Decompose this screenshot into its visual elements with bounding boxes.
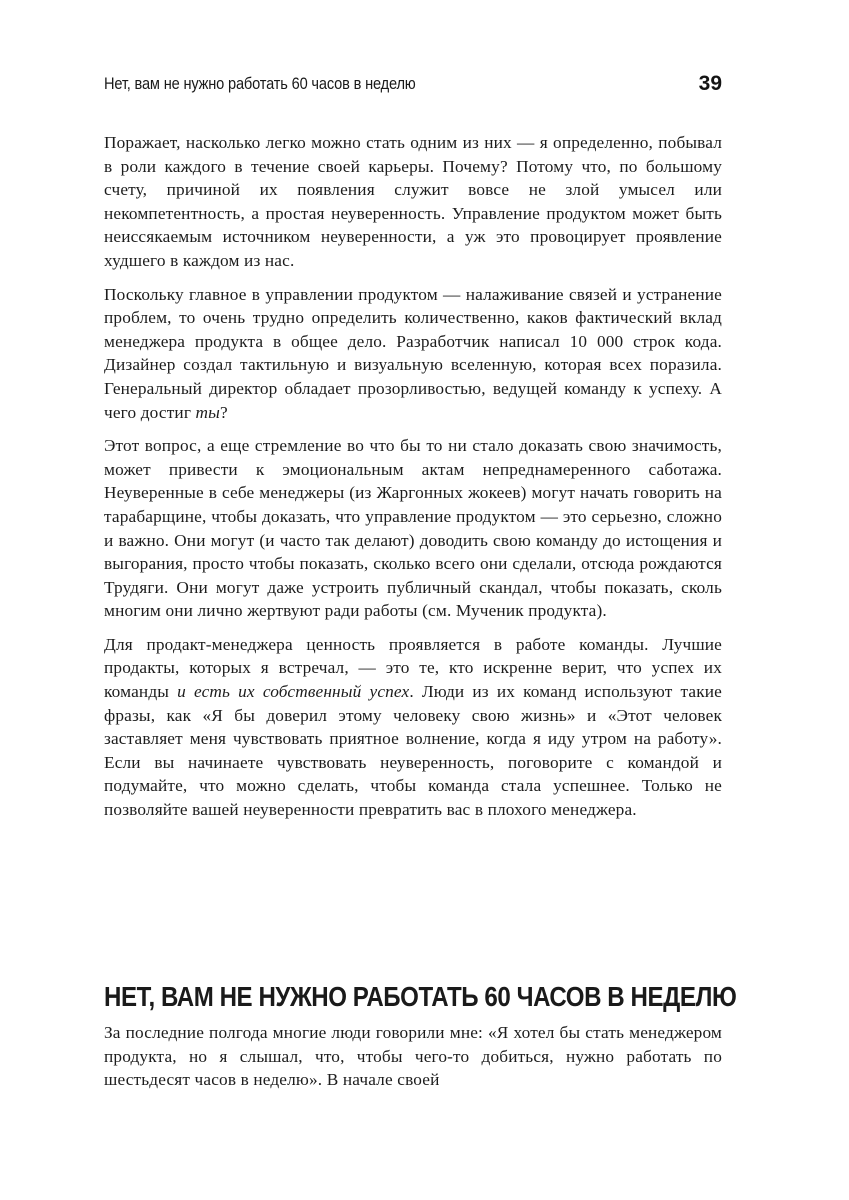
paragraph-4-end: . Люди из их команд используют такие фразы, как «Я бы доверил этому человеку свою жизнь» и «Этот человек заставляет меня чувствовать приятное волнение, когда я иду утром на работу». Если вы начинаете чувствовать неуверенность, поговорите с командой и подумайте, что можно сделать, чтобы команда стала успешнее. Только не позволяйте вашей неуверенности превратить вас в плохого менеджера.: [104, 682, 722, 820]
paragraph-2-text: Поскольку главное в управлении продуктом — налаживание связей и устранение проблем, то очень трудно определить количественно, каков фактический вклад менеджера продукта в общее дело. Разработчик написал 10 000 строк кода. Дизайнер создал тактильную и визуальную вселенную, которая всех поразила. Генеральный директор обладает прозорливостью, ведущей команду к успеху. А чего достиг: [104, 284, 722, 422]
body-text: [104, 131, 722, 832]
paragraph-4: [104, 633, 722, 822]
section-heading: НЕТ, ВАМ НЕ НУЖНО РАБОТАТЬ 60 ЧАСОВ В НЕДЕЛЮ: [104, 981, 737, 1012]
running-title: Нет, вам не нужно работать 60 часов в неделю: [104, 74, 416, 93]
paragraph-4-emphasis: и есть их собственный успех: [177, 682, 410, 702]
paragraph-2-end: ?: [220, 402, 228, 422]
section-paragraph: За последние полгода многие люди говорили мне: «Я хотел бы стать менеджером продукта, но я слышал, что, чтобы чего-то добиться, нужно работать по шестьдесят часов в неделю». В начале своей: [104, 1023, 722, 1090]
running-header: [104, 72, 722, 102]
paragraph-2: [104, 283, 722, 425]
page-number: 39: [698, 72, 722, 95]
paragraph-1: Поражает, насколько легко можно стать одним из них — я определенно, побывал в роли каждого в течение своей карьеры. Почему? Потому что, по большому счету, причиной их появления служит вовсе не злой умысел или некомпетентность, а простая неуверенность. Управление продуктом может быть неиссякаемым источником неуверенности, а уж это провоцирует проявление худшего в каждом из нас.: [104, 133, 722, 270]
section-body: [104, 1021, 722, 1102]
paragraph-2-emphasis: ты: [195, 402, 221, 422]
paragraph-4-text: Для продакт-менеджера ценность проявляется в работе команды. Лучшие продакты, которых я встречал, — это те, кто искренне верит, что успех их команды: [104, 634, 722, 702]
paragraph-3: Этот вопрос, а еще стремление во что бы то ни стало доказать свою значимость, может привести к эмоциональным актам непреднамеренного саботажа. Неуверенные в себе менеджеры (из Жаргонных жокеев) могут начать говорить на тарабарщине, чтобы доказать, что управление продуктом — это серьезно, сложно и важно. Они могут (и часто так делают) доводить свою команду до истощения и выгорания, просто чтобы показать, сколько всего они сделали, отсюда рождаются Трудяги. Они могут даже устроить публичный скандал, чтобы показать, сколь многим они лично жертвуют ради работы (см. Мученик продукта).: [104, 436, 722, 621]
